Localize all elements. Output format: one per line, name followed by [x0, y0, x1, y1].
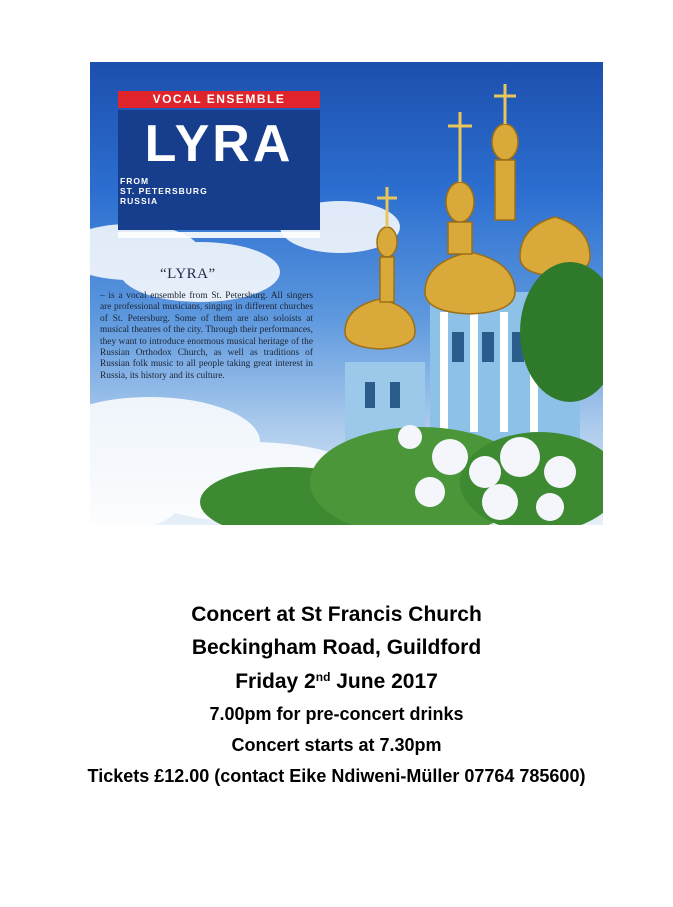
event-date-prefix: Friday 2 — [235, 670, 316, 693]
poster-origin-line: FROM — [120, 176, 150, 186]
poster-origin-line: RUSSIA — [120, 196, 159, 206]
event-details — [0, 598, 673, 792]
poster-title: LYRA — [144, 115, 294, 173]
event-venue: Concert at St Francis Church — [191, 603, 482, 626]
event-date-suffix: nd — [315, 670, 331, 684]
poster-origin — [120, 176, 240, 206]
concert-poster-image — [90, 62, 603, 525]
poster-quote-title: “LYRA” — [160, 266, 216, 282]
event-drinks: 7.00pm for pre-concert drinks — [209, 704, 464, 724]
event-date — [0, 664, 673, 699]
event-tickets: Tickets £12.00 (contact Eike Ndiweni-Müller 07764 785600) — [87, 766, 586, 786]
event-address: Beckingham Road, Guildford — [191, 636, 482, 659]
event-start: Concert starts at 7.30pm — [231, 735, 442, 755]
event-date-rest: June 2017 — [330, 670, 438, 693]
poster-description: – is a vocal ensemble from St. Petersburg. All singers are professional musicians, singing in different churches of St. Petersburg. Some of them are also soloists at musical theatres of the city. Through their performances, they want to introduce enormous musical heritage of the Russian Orthodox Church, as well as traditions of Russian folk music to all people taking great interest in Russia, its history and its culture. — [100, 291, 313, 381]
poster-origin-line: ST. PETERSBURG — [120, 186, 208, 196]
poster-banner: VOCAL ENSEMBLE — [118, 91, 320, 108]
